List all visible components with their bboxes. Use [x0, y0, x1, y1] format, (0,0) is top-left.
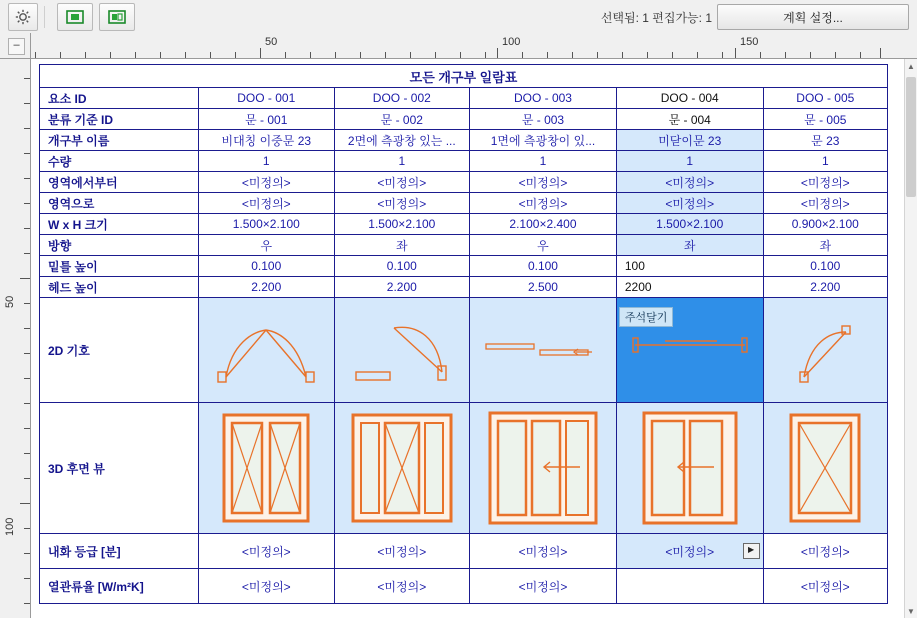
ruler-label-h-2: 150 — [740, 36, 759, 48]
table-row[interactable] — [40, 88, 888, 109]
cell-u-value-2[interactable]: <미정의> — [334, 569, 470, 604]
horizontal-ruler[interactable] — [0, 33, 917, 59]
cell-u-value-3[interactable]: <미정의> — [470, 569, 617, 604]
row-label-from-zone: 영역에서부터 — [40, 172, 199, 193]
row-label-3d-view: 3D 후면 뷰 — [40, 403, 199, 534]
table-row[interactable] — [40, 193, 888, 214]
ruler-label-h-1: 100 — [502, 36, 521, 48]
cell-2d-symbol-4[interactable] — [616, 298, 763, 403]
cell-size-5[interactable]: 0.900×2.100 — [763, 214, 887, 235]
annotation-tooltip: 주석달기 — [619, 307, 674, 327]
cell-sill-4[interactable]: 100 — [616, 256, 763, 277]
row-label-2d-symbol: 2D 기호 — [40, 298, 199, 403]
table-row[interactable] — [40, 172, 888, 193]
cell-head-5[interactable]: 2.200 — [763, 277, 887, 298]
cell-orientation-5[interactable]: 좌 — [763, 235, 887, 256]
vertical-ruler[interactable] — [0, 58, 31, 618]
expand-arrow-button[interactable]: ▶ — [743, 543, 760, 559]
ruler-label-v-1: 100 — [4, 517, 16, 536]
cell-sill-1[interactable]: 0.100 — [199, 256, 335, 277]
door-3d-double-icon — [216, 409, 316, 527]
cell-classification-5[interactable]: 문 - 005 — [763, 109, 887, 130]
cell-2d-symbol-2[interactable] — [334, 298, 470, 403]
cell-fire-rating-5[interactable]: <미정의> — [763, 534, 887, 569]
door-2d-sidelight-icon — [342, 310, 462, 390]
selection-status: 선택됨: 1 편집가능: 1 — [600, 11, 712, 25]
cell-fire-rating-1[interactable]: <미정의> — [199, 534, 335, 569]
fit-selection-icon — [107, 9, 127, 25]
cell-fire-rating-4-text: <미정의> — [665, 544, 715, 559]
row-label-u-value: 열관류율 [W/m²K] — [40, 569, 199, 604]
row-label-quantity: 수량 — [40, 151, 199, 172]
settings-button[interactable] — [8, 3, 38, 31]
cell-orientation-4[interactable]: 좌 — [616, 235, 763, 256]
ruler-label-h-0: 50 — [265, 36, 278, 48]
table-row[interactable] — [40, 130, 888, 151]
cell-head-1[interactable]: 2.200 — [199, 277, 335, 298]
cell-from-zone-4[interactable]: <미정의> — [616, 172, 763, 193]
table-row[interactable] — [40, 256, 888, 277]
scroll-down-icon[interactable]: ▼ — [907, 606, 915, 616]
cell-element-id-3[interactable]: DOO - 003 — [470, 88, 617, 109]
cell-3d-view-5[interactable] — [763, 403, 887, 534]
row-label-element-id: 요소 ID — [40, 88, 199, 109]
door-2d-sliding-icon — [478, 310, 608, 390]
cell-from-zone-3[interactable]: <미정의> — [470, 172, 617, 193]
cell-to-zone-4[interactable]: <미정의> — [616, 193, 763, 214]
cell-size-3[interactable]: 2.100×2.400 — [470, 214, 617, 235]
cell-3d-view-3[interactable] — [470, 403, 617, 534]
cell-classification-2[interactable]: 문 - 002 — [334, 109, 470, 130]
cell-name-1[interactable]: 비대칭 이중문 23 — [199, 130, 335, 151]
cell-element-id-4[interactable]: DOO - 004 — [616, 88, 763, 109]
table-row[interactable] — [40, 151, 888, 172]
cell-from-zone-1[interactable]: <미정의> — [199, 172, 335, 193]
cell-to-zone-3[interactable]: <미정의> — [470, 193, 617, 214]
cell-2d-symbol-3[interactable] — [470, 298, 617, 403]
cell-classification-3[interactable]: 문 - 003 — [470, 109, 617, 130]
row-label-size: W x H 크기 — [40, 214, 199, 235]
cell-orientation-2[interactable]: 좌 — [334, 235, 470, 256]
cell-size-2[interactable]: 1.500×2.100 — [334, 214, 470, 235]
door-3d-sidelight2-icon — [347, 409, 457, 527]
cell-fire-rating-2[interactable]: <미정의> — [334, 534, 470, 569]
schedule-title: 모든 개구부 일람표 — [40, 65, 888, 88]
row-label-sill-height: 밑틀 높이 — [40, 256, 199, 277]
cell-name-2[interactable]: 2면에 측광창 있는 ... — [334, 130, 470, 151]
zoom-out-button[interactable]: – — [8, 38, 25, 55]
cell-head-3[interactable]: 2.500 — [470, 277, 617, 298]
table-row[interactable] — [40, 569, 888, 604]
cell-name-3[interactable]: 1면에 측광창이 있... — [470, 130, 617, 151]
row-label-name: 개구부 이름 — [40, 130, 199, 151]
cell-3d-view-2[interactable] — [334, 403, 470, 534]
row-label-head-height: 헤드 높이 — [40, 277, 199, 298]
door-3d-slider-selected-icon — [638, 409, 742, 527]
opening-schedule-table[interactable] — [39, 64, 888, 604]
cell-2d-symbol-5[interactable] — [763, 298, 887, 403]
cell-sill-5[interactable]: 0.100 — [763, 256, 887, 277]
cell-from-zone-5[interactable]: <미정의> — [763, 172, 887, 193]
gear-icon — [15, 9, 31, 25]
cell-element-id-1[interactable]: DOO - 001 — [199, 88, 335, 109]
cell-name-4[interactable]: 미닫이문 23 — [616, 130, 763, 151]
ruler-label-v-0: 50 — [4, 295, 16, 308]
plan-settings-button[interactable]: 계획 설정... — [717, 4, 909, 30]
door-3d-sliding-icon — [484, 409, 602, 527]
cell-orientation-1[interactable]: 우 — [199, 235, 335, 256]
fit-selection-button[interactable] — [99, 3, 135, 31]
cell-u-value-4[interactable] — [616, 569, 763, 604]
cell-from-zone-2[interactable]: <미정의> — [334, 172, 470, 193]
toolbar-separator — [44, 6, 45, 28]
cell-to-zone-1[interactable]: <미정의> — [199, 193, 335, 214]
cell-3d-view-1[interactable] — [199, 403, 335, 534]
cell-quantity-4[interactable]: 1 — [616, 151, 763, 172]
cell-u-value-5[interactable]: <미정의> — [763, 569, 887, 604]
cell-quantity-3[interactable]: 1 — [470, 151, 617, 172]
table-row[interactable] — [40, 235, 888, 256]
row-label-orientation: 방향 — [40, 235, 199, 256]
cell-quantity-1[interactable]: 1 — [199, 151, 335, 172]
table-row[interactable] — [40, 403, 888, 534]
row-label-to-zone: 영역으로 — [40, 193, 199, 214]
drawing-canvas[interactable] — [31, 59, 905, 618]
cell-classification-4[interactable]: 문 - 004 — [616, 109, 763, 130]
cell-fire-rating-3[interactable]: <미정의> — [470, 534, 617, 569]
cell-orientation-3[interactable]: 우 — [470, 235, 617, 256]
row-label-fire-rating: 내화 등급 [분] — [40, 534, 199, 569]
cell-sill-2[interactable]: 0.100 — [334, 256, 470, 277]
table-row[interactable] — [40, 298, 888, 403]
table-row-title — [40, 65, 888, 88]
cell-3d-view-4[interactable] — [616, 403, 763, 534]
cell-size-1[interactable]: 1.500×2.100 — [199, 214, 335, 235]
table-row[interactable] — [40, 214, 888, 235]
cell-head-2[interactable]: 2.200 — [334, 277, 470, 298]
row-label-classification-id: 분류 기준 ID — [40, 109, 199, 130]
scroll-up-icon[interactable]: ▲ — [907, 61, 915, 71]
cell-quantity-5[interactable]: 1 — [763, 151, 887, 172]
table-row[interactable] — [40, 109, 888, 130]
cell-to-zone-5[interactable]: <미정의> — [763, 193, 887, 214]
vertical-scrollbar[interactable] — [904, 59, 917, 618]
cell-2d-symbol-1[interactable] — [199, 298, 335, 403]
cell-sill-3[interactable]: 0.100 — [470, 256, 617, 277]
scrollbar-thumb[interactable] — [906, 77, 916, 197]
cell-quantity-2[interactable]: 1 — [334, 151, 470, 172]
door-2d-single-icon — [770, 310, 880, 390]
cell-head-4[interactable]: 2200 — [616, 277, 763, 298]
cell-to-zone-2[interactable]: <미정의> — [334, 193, 470, 214]
fit-window-button[interactable] — [57, 3, 93, 31]
cell-element-id-5[interactable]: DOO - 005 — [763, 88, 887, 109]
cell-fire-rating-4[interactable] — [616, 534, 763, 569]
cell-u-value-1[interactable]: <미정의> — [199, 569, 335, 604]
toolbar — [0, 0, 917, 34]
fit-window-icon — [65, 9, 85, 25]
table-row[interactable] — [40, 534, 888, 569]
door-3d-single-icon — [783, 409, 867, 527]
cell-size-4[interactable]: 1.500×2.100 — [616, 214, 763, 235]
table-row[interactable] — [40, 277, 888, 298]
cell-classification-1[interactable]: 문 - 001 — [199, 109, 335, 130]
door-2d-double-icon — [206, 310, 326, 390]
cell-element-id-2[interactable]: DOO - 002 — [334, 88, 470, 109]
cell-name-5[interactable]: 문 23 — [763, 130, 887, 151]
